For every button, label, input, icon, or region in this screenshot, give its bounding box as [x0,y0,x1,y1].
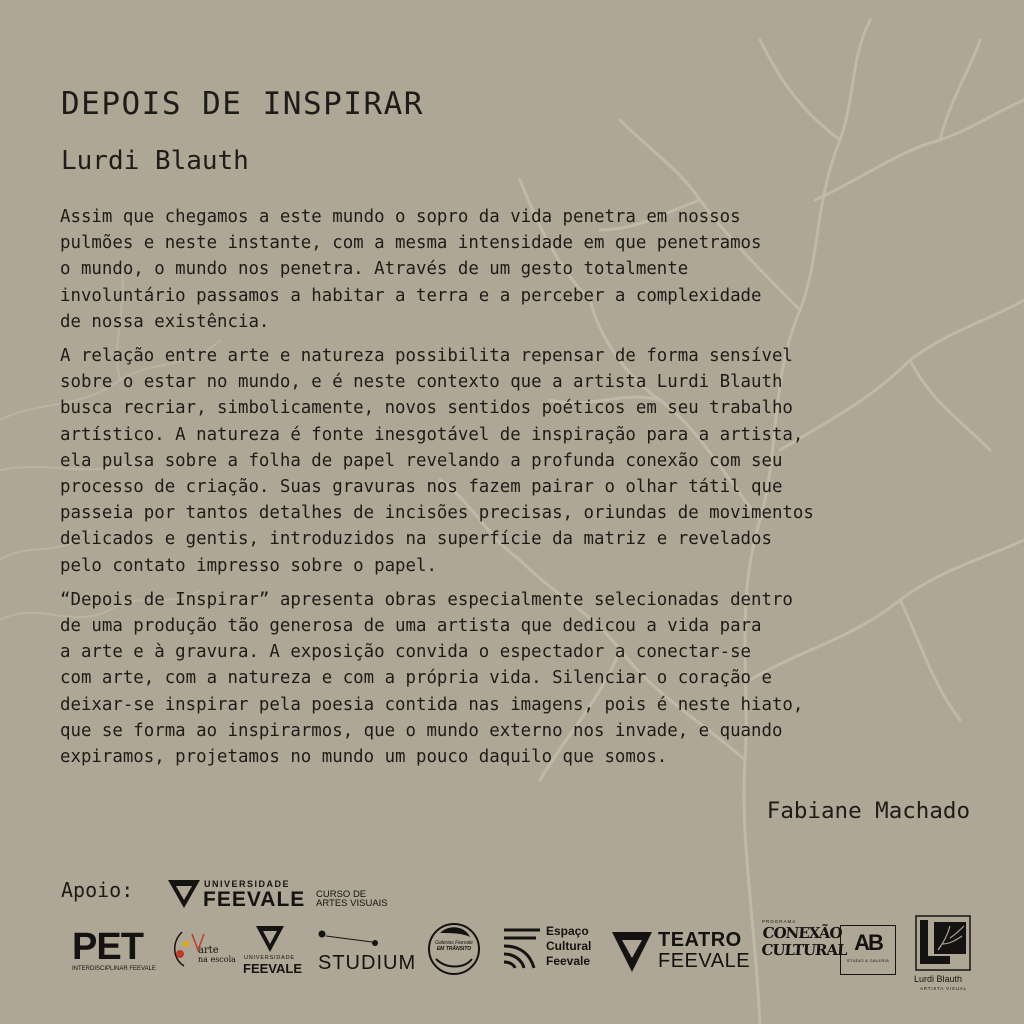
paragraph [60,343,980,579]
conexao-line: CONEXÃO [762,924,843,942]
text-line: Assim que chegamos a este mundo o sopro da vida penetra em nossos [60,207,741,227]
text-line: pelo contato impresso sobre o papel. [60,555,437,576]
teatro-line: TEATRO [658,929,742,951]
text-line: A relação entre arte e natureza possibilita repensar de forma sensível [60,346,793,367]
feevale-small-name-text: FEEVALE [243,961,302,976]
espaco-line: Cultural [546,939,592,953]
teatro-shield-icon [610,928,654,974]
espaco-line: Espaço [546,924,589,938]
ab-subtitle: STUDIO & GALERIA [846,958,890,963]
feevale-logo [166,876,202,910]
text-line: busca recriar, simbolicamente, novos sentidos poéticos em seu trabalho [60,398,793,419]
text-line: passeia por tantos detalhes de incisões precisas, oriundas de movimentos [60,503,814,524]
text-line: a arte e à gravura. A exposição convida o espectador a conectar-se [60,642,752,663]
arte-text [198,946,236,964]
text-line: “Depois de Inspirar” apresenta obras especialmente selecionadas dentro [60,589,793,610]
espaco-line: Feevale [546,954,591,968]
author-signature: Fabiane Machado [766,798,970,824]
curso-line: CURSO DE [316,889,367,900]
espaco-cultural-logo [500,924,544,972]
curso-text [316,890,388,908]
galerias-text [429,940,479,952]
text-line: de uma produção tão generosa de uma artista que dedicou a vida para [60,616,762,637]
studium-text: STUDIUM [318,952,417,974]
galerias-line: Galerias Feevale [435,940,473,946]
text-line: involuntário passamos a habitar a terra e a perceber a complexidade [60,285,762,306]
pet-subtitle: INTERDISCIPLINAR FEEVALE [72,966,156,972]
ab-letters: AB [854,930,882,955]
conexao-line: CULTURAL [760,941,848,959]
conexao-small-text: PROGRAMA [762,919,797,924]
curso-line: ARTES VISUAIS [316,898,388,909]
text-line: o mundo, o mundo nos penetra. Através de um gesto totalmente [60,259,689,280]
curatorial-text [60,204,980,778]
paragraph [60,204,980,335]
text-line: processo de criação. Suas gravuras nos fazem pairar o olhar tátil que [60,477,783,498]
studium-mark-icon [318,928,380,950]
page-title: DEPOIS DE INSPIRAR [61,86,424,122]
text-line: delicados e gentis, introduzidos na superfície da matriz e revelados [60,529,772,550]
feevale-shield-icon [166,876,202,910]
text-line: ela pulsa sobre a folha de papel revelando a profunda conexão com seu [60,450,783,471]
feevale-small-top-text: UNIVERSIDADE [244,955,295,961]
ab-studio-logo [840,925,896,975]
conexao-text [761,925,849,959]
teatro-logo [610,928,654,974]
lurdi-blauth-logo [914,914,972,972]
text-line: de nossa existência. [60,311,270,332]
feevale-shield-small-icon [254,922,286,954]
feevale-small-logo [254,922,286,954]
feevale-top-text: UNIVERSIDADE [204,879,291,889]
text-line: expiramos, projetamos no mundo um pouco daquilo que somos. [60,747,668,768]
text-line: pulmões e neste instante, com a mesma intensidade em que penetramos [60,233,762,254]
arte-line: na escola [198,955,236,964]
text-line: com arte, com a natureza e com a própria vida. Silenciar o coração e [60,668,772,689]
text-line: que se forma ao inspirarmos, que o mundo externo nos invade, e quando [60,720,783,741]
lurdi-engraving-icon [914,914,972,972]
text-line: sobre o estar no mundo, e é neste contexto que a artista Lurdi Blauth [60,372,783,393]
galerias-line: EM TRÂNSITO [436,946,472,952]
teatro-line: FEEVALE [658,950,751,972]
text-line: artístico. A natureza é fonte inesgotável de inspiração para a artista, [60,424,804,445]
pet-logo-text: PET [72,926,143,968]
paragraph [60,587,980,770]
lurdi-logo-name: Lurdi Blauth [914,974,963,984]
support-label: Apoio: [61,878,134,902]
lurdi-logo-sub: ARTISTA VISUAL [920,986,967,991]
arte-line: arte [198,945,219,956]
text-line: deixar-se inspirar pela poesia contida nas imagens, pois é neste hiato, [60,694,804,715]
espaco-text [546,924,591,969]
espaco-leaf-icon [500,924,544,972]
artist-name: Lurdi Blauth [61,146,249,176]
feevale-name-text: FEEVALE [203,888,306,911]
studium-logo [318,928,380,950]
teatro-text [658,930,750,972]
